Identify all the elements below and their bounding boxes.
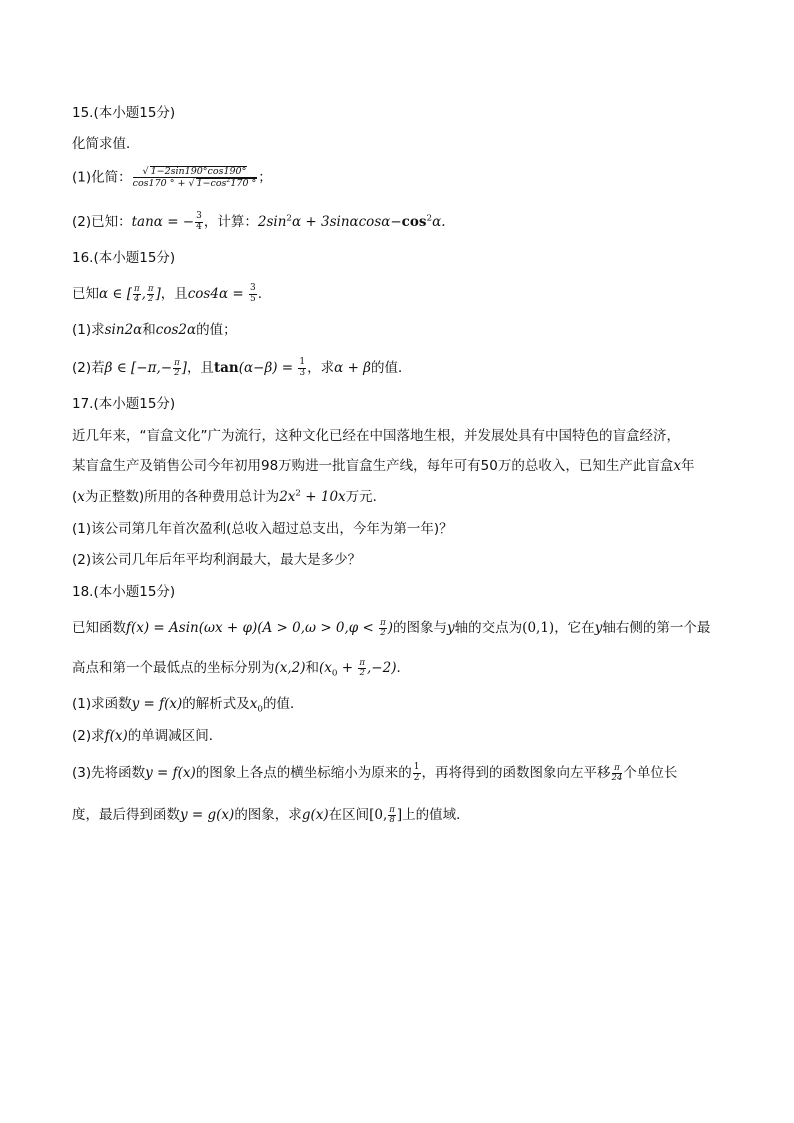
q15-p2-fraction: $\frac{3}{4}$	[196, 211, 202, 232]
q15-intro: 化简求值．	[72, 136, 140, 152]
q15-p1-label: (1)化简：	[72, 169, 132, 186]
q18-line1: 已知函数f(x) = Asin(ωx + φ)(A > 0,ω > 0,φ < $\frac{\pi}{2}$ )的图象与y轴的交点为(0,1)，它在y轴右侧的第一个最	[72, 617, 711, 638]
sqrt-icon: √	[142, 166, 149, 177]
q17-header: 17.(本小题15分)	[72, 396, 176, 412]
q18-part3-cont: 度，最后得到函数y = g(x)的图象，求g(x)在区间[0, $\frac{\pi}{8}$ ]上的值域．	[72, 804, 470, 825]
q16-frac-35: $\frac{3}{5}$	[249, 283, 256, 304]
q15-p2-expr-d: α.	[432, 214, 446, 230]
q18-part1: (1)求函数y = f(x)的解析式及$x_0$的值．	[72, 696, 304, 715]
q15-p1-den-b: 1−cos	[196, 177, 227, 189]
sqrt-icon: √	[188, 177, 195, 189]
q16-given: 已知α ∈ [ $\frac{\pi}{4}$ , $\frac{\pi}{2}$ ]，且cos4α = $\frac{3}{5}$ .	[72, 283, 262, 304]
q15-p2-tan: tanα = −	[131, 214, 195, 230]
q16-cos2a: cos2α	[155, 322, 197, 338]
q16-alpha-plus-beta: α + β	[334, 360, 371, 376]
q15-p1-fraction: $\frac{√ 1-2\sin 190^\circ\cos 190^\circ}{\cos 170 ^\circ + √ 1-\cos^2170 ^\circ}$	[132, 166, 257, 189]
q17-line1: 近几年来，“盲盒文化”广为流行，这种文化已经在中国落地生根，并发展处具有中国特色的盲盒经济，	[72, 428, 680, 444]
q16-part2: (2)若β ∈ [−π,− $\frac{\pi}{2}$ ]，且tan(α−β) = $\frac{1}{3}$ ，求α + β的值．	[72, 357, 412, 378]
q15-p2-label: (2)已知：	[72, 214, 132, 230]
q15-p1-den-a: cos170 ° +	[132, 177, 189, 189]
q15-part1	[72, 166, 272, 189]
q16-frac-pi2: $\frac{\pi}{2}$	[147, 283, 154, 304]
q16-sin2a: sin2α	[104, 322, 143, 338]
q15-p1-end: ；	[258, 169, 272, 186]
q15-part2: (2)已知：tanα = − $\frac{3}{4}$ ，计算：$2\sin^2\alpha + 3\sin\alpha\cos\alpha-\cos^2\alpha$.	[72, 211, 446, 232]
q18-part2: (2)求f(x)的单调减区间．	[72, 728, 223, 744]
q16-given-alpha: α ∈ [	[99, 286, 132, 302]
q18-line2: 高点和第一个最低点的坐标分别为(x,2)和($x_0$ + $\frac{\pi}{2}$ ,−2)．	[72, 657, 410, 679]
q18-part3: (3)先将函数y = f(x)的图象上各点的横坐标缩小为原来的 $\frac{1}{2}$ ，再将得到的函数图象向左平移 $\frac{\pi}{24}$ 个单位长	[72, 762, 678, 783]
q17-line3: (x为正整数)所用的各种费用总计为$2x^2 + 10x$万元．	[72, 488, 387, 505]
q16-beta-range: β ∈ [−π,−	[104, 360, 173, 376]
q15-header: 15.(本小题15分)	[72, 105, 176, 121]
q16-part1: (1)求sin2α和cos2α的值；	[72, 322, 237, 338]
q16-given-b: ，且	[160, 286, 188, 302]
q17-line2: 某盲盒生产及销售公司今年初用98万购进一批盲盒生产线，每年可有50万的总收入，已知生产此盲盒x年	[72, 458, 695, 474]
q16-tan: tan	[213, 360, 239, 376]
q15-p2-expr-c: cos	[401, 214, 427, 230]
q16-header: 16.(本小题15分)	[72, 250, 176, 266]
q16-frac-pi2b: $\frac{\pi}{2}$	[174, 357, 180, 378]
q15-p2-expr-a: 2sin	[257, 214, 287, 230]
q16-given-cos: cos4α =	[187, 286, 248, 302]
q16-given-a: 已知	[72, 286, 99, 302]
q17-part2: (2)该公司几年后年平均利润最大，最大是多少？	[72, 552, 362, 568]
q15-p1-numerator: 1−2sin190°cos190°	[150, 166, 247, 177]
q18-function: f(x) = Asin(ωx + φ)(A > 0,ω > 0,φ <	[126, 620, 379, 636]
q16-frac-pi4: $\frac{\pi}{4}$	[133, 283, 140, 304]
q17-part1: (1)该公司第几年首次盈利(总收入超过总支出，今年为第一年)？	[72, 521, 453, 537]
q15-p2-mid: ，计算：	[203, 214, 258, 230]
q18-header: 18.(本小题15分)	[72, 584, 176, 600]
q16-frac-13: $\frac{1}{3}$	[299, 357, 306, 378]
q15-p2-expr-b: α + 3sinαcosα−	[291, 214, 402, 230]
q15-p1-den-c: 170 °	[230, 177, 257, 189]
